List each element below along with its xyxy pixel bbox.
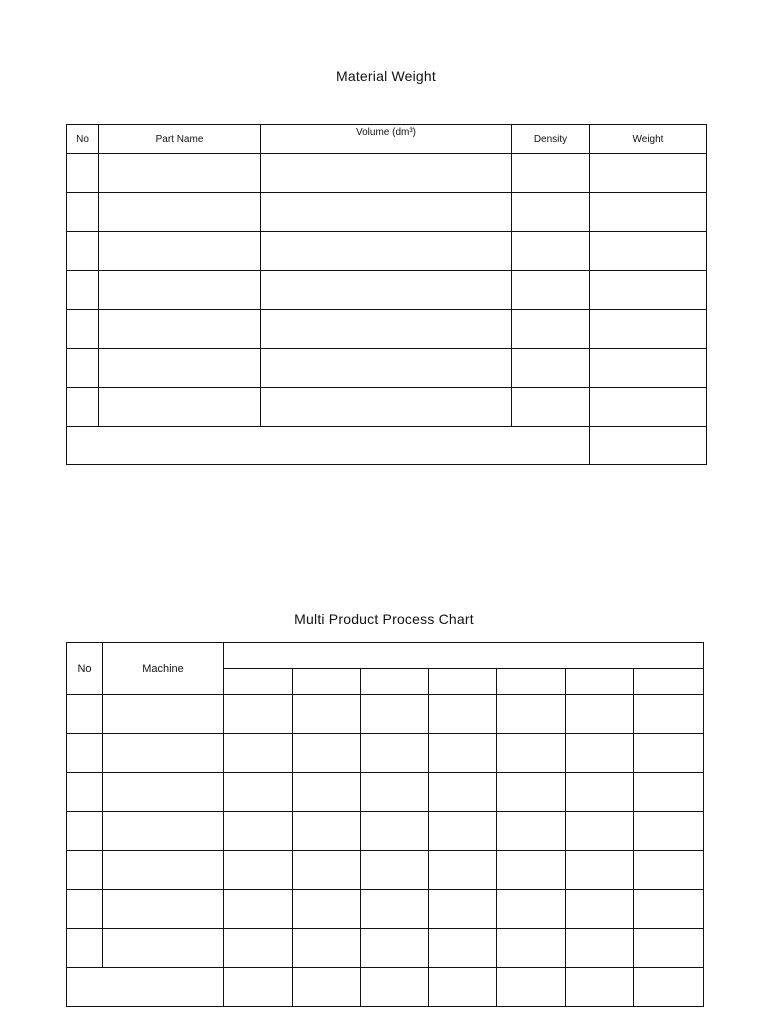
cell-product-2[interactable] <box>293 812 361 851</box>
cell-product-5[interactable] <box>497 890 566 929</box>
cell-machine[interactable] <box>103 851 224 890</box>
product-header-4 <box>429 669 497 695</box>
cell-product-4[interactable] <box>429 929 497 968</box>
table-row <box>67 349 707 388</box>
cell-weight[interactable] <box>590 193 707 232</box>
total-product-7[interactable] <box>634 968 704 1007</box>
cell-product-7[interactable] <box>634 929 704 968</box>
cell-volume[interactable] <box>261 193 512 232</box>
cell-volume[interactable] <box>261 349 512 388</box>
cell-product-7[interactable] <box>634 734 704 773</box>
cell-density[interactable] <box>512 388 590 427</box>
cell-machine[interactable] <box>103 890 224 929</box>
cell-density[interactable] <box>512 310 590 349</box>
cell-product-6[interactable] <box>566 851 634 890</box>
cell-density[interactable] <box>512 349 590 388</box>
column-header-no: No <box>67 125 99 154</box>
product-header-6 <box>566 669 634 695</box>
column-header-part-name: Part Name <box>99 125 261 154</box>
cell-product-6[interactable] <box>566 812 634 851</box>
cell-product-2[interactable] <box>293 851 361 890</box>
cell-product-3[interactable] <box>361 773 429 812</box>
cell-product-6[interactable] <box>566 695 634 734</box>
table-row <box>67 310 707 349</box>
total-row <box>67 427 707 465</box>
cell-weight[interactable] <box>590 271 707 310</box>
process-chart-table <box>66 642 704 1007</box>
total-weight-cell[interactable] <box>590 427 707 465</box>
column-header-machine: Machine <box>103 643 224 695</box>
cell-no[interactable] <box>67 695 103 734</box>
column-header-volume: Volume (dm³) <box>261 125 512 154</box>
cell-machine[interactable] <box>103 734 224 773</box>
cell-product-4[interactable] <box>429 695 497 734</box>
cell-volume[interactable] <box>261 310 512 349</box>
table-row <box>67 773 704 812</box>
table-row <box>67 734 704 773</box>
table-row <box>67 388 707 427</box>
cell-product-6[interactable] <box>566 890 634 929</box>
total-product-5[interactable] <box>497 968 566 1007</box>
cell-product-5[interactable] <box>497 851 566 890</box>
cell-no[interactable] <box>67 773 103 812</box>
cell-weight[interactable] <box>590 232 707 271</box>
product-header-2 <box>293 669 361 695</box>
cell-product-4[interactable] <box>429 890 497 929</box>
cell-no[interactable] <box>67 232 99 271</box>
cell-no[interactable] <box>67 349 99 388</box>
cell-product-5[interactable] <box>497 734 566 773</box>
cell-part-name[interactable] <box>99 310 261 349</box>
table-row <box>67 890 704 929</box>
total-label-cell <box>67 968 224 1007</box>
cell-product-4[interactable] <box>429 851 497 890</box>
cell-part-name[interactable] <box>99 232 261 271</box>
cell-product-5[interactable] <box>497 695 566 734</box>
cell-product-1[interactable] <box>224 851 293 890</box>
product-header-3 <box>361 669 429 695</box>
cell-product-2[interactable] <box>293 773 361 812</box>
cell-no[interactable] <box>67 154 99 193</box>
cell-product-2[interactable] <box>293 734 361 773</box>
cell-product-6[interactable] <box>566 929 634 968</box>
cell-no[interactable] <box>67 310 99 349</box>
cell-product-1[interactable] <box>224 695 293 734</box>
product-header-5 <box>497 669 566 695</box>
cell-product-7[interactable] <box>634 812 704 851</box>
cell-density[interactable] <box>512 271 590 310</box>
cell-weight[interactable] <box>590 154 707 193</box>
cell-product-1[interactable] <box>224 812 293 851</box>
cell-machine[interactable] <box>103 812 224 851</box>
total-product-1[interactable] <box>224 968 293 1007</box>
cell-product-1[interactable] <box>224 890 293 929</box>
cell-no[interactable] <box>67 890 103 929</box>
cell-weight[interactable] <box>590 388 707 427</box>
process-chart-title: Multi Product Process Chart <box>294 611 474 627</box>
cell-no[interactable] <box>67 193 99 232</box>
cell-machine[interactable] <box>103 695 224 734</box>
cell-part-name[interactable] <box>99 271 261 310</box>
column-header-no: No <box>67 643 103 695</box>
table-row <box>67 695 704 734</box>
cell-product-3[interactable] <box>361 929 429 968</box>
table-row <box>67 193 707 232</box>
product-header-1 <box>224 669 293 695</box>
cell-no[interactable] <box>67 734 103 773</box>
cell-product-2[interactable] <box>293 890 361 929</box>
cell-volume[interactable] <box>261 232 512 271</box>
cell-product-4[interactable] <box>429 812 497 851</box>
total-label-cell <box>67 427 590 465</box>
cell-product-7[interactable] <box>634 695 704 734</box>
total-product-2[interactable] <box>293 968 361 1007</box>
material-weight-title: Material Weight <box>335 68 436 84</box>
table-row <box>67 232 707 271</box>
cell-no[interactable] <box>67 271 99 310</box>
table-row <box>67 154 707 193</box>
cell-density[interactable] <box>512 193 590 232</box>
cell-no[interactable] <box>67 388 99 427</box>
cell-machine[interactable] <box>103 929 224 968</box>
cell-weight[interactable] <box>590 349 707 388</box>
cell-product-1[interactable] <box>224 929 293 968</box>
cell-product-3[interactable] <box>361 812 429 851</box>
column-header-density: Density <box>512 125 590 154</box>
cell-product-5[interactable] <box>497 929 566 968</box>
cell-product-7[interactable] <box>634 851 704 890</box>
cell-product-5[interactable] <box>497 812 566 851</box>
cell-product-2[interactable] <box>293 695 361 734</box>
cell-product-2[interactable] <box>293 929 361 968</box>
cell-product-4[interactable] <box>429 734 497 773</box>
cell-product-3[interactable] <box>361 890 429 929</box>
product-header-7 <box>634 669 704 695</box>
table-row <box>67 271 707 310</box>
material-weight-table <box>66 124 707 465</box>
table-row <box>67 812 704 851</box>
header-row <box>67 643 704 669</box>
cell-part-name[interactable] <box>99 154 261 193</box>
table-row <box>67 851 704 890</box>
cell-part-name[interactable] <box>99 388 261 427</box>
cell-density[interactable] <box>512 154 590 193</box>
cell-product-3[interactable] <box>361 851 429 890</box>
total-product-3[interactable] <box>361 968 429 1007</box>
cell-product-1[interactable] <box>224 773 293 812</box>
cell-volume[interactable] <box>261 388 512 427</box>
cell-volume[interactable] <box>261 271 512 310</box>
header-row <box>67 125 707 154</box>
cell-product-3[interactable] <box>361 695 429 734</box>
cell-product-4[interactable] <box>429 773 497 812</box>
cell-weight[interactable] <box>590 310 707 349</box>
total-product-4[interactable] <box>429 968 497 1007</box>
cell-part-name[interactable] <box>99 193 261 232</box>
cell-product-5[interactable] <box>497 773 566 812</box>
cell-density[interactable] <box>512 232 590 271</box>
column-header-weight: Weight <box>590 125 707 154</box>
cell-product-1[interactable] <box>224 734 293 773</box>
cell-machine[interactable] <box>103 773 224 812</box>
cell-no[interactable] <box>67 851 103 890</box>
cell-product-3[interactable] <box>361 734 429 773</box>
cell-volume[interactable] <box>261 154 512 193</box>
cell-part-name[interactable] <box>99 349 261 388</box>
cell-product-7[interactable] <box>634 773 704 812</box>
cell-no[interactable] <box>67 812 103 851</box>
cell-no[interactable] <box>67 929 103 968</box>
cell-product-6[interactable] <box>566 734 634 773</box>
total-product-6[interactable] <box>566 968 634 1007</box>
product-group-header <box>224 643 704 669</box>
cell-product-6[interactable] <box>566 773 634 812</box>
total-row <box>67 968 704 1007</box>
cell-product-7[interactable] <box>634 890 704 929</box>
table-row <box>67 929 704 968</box>
